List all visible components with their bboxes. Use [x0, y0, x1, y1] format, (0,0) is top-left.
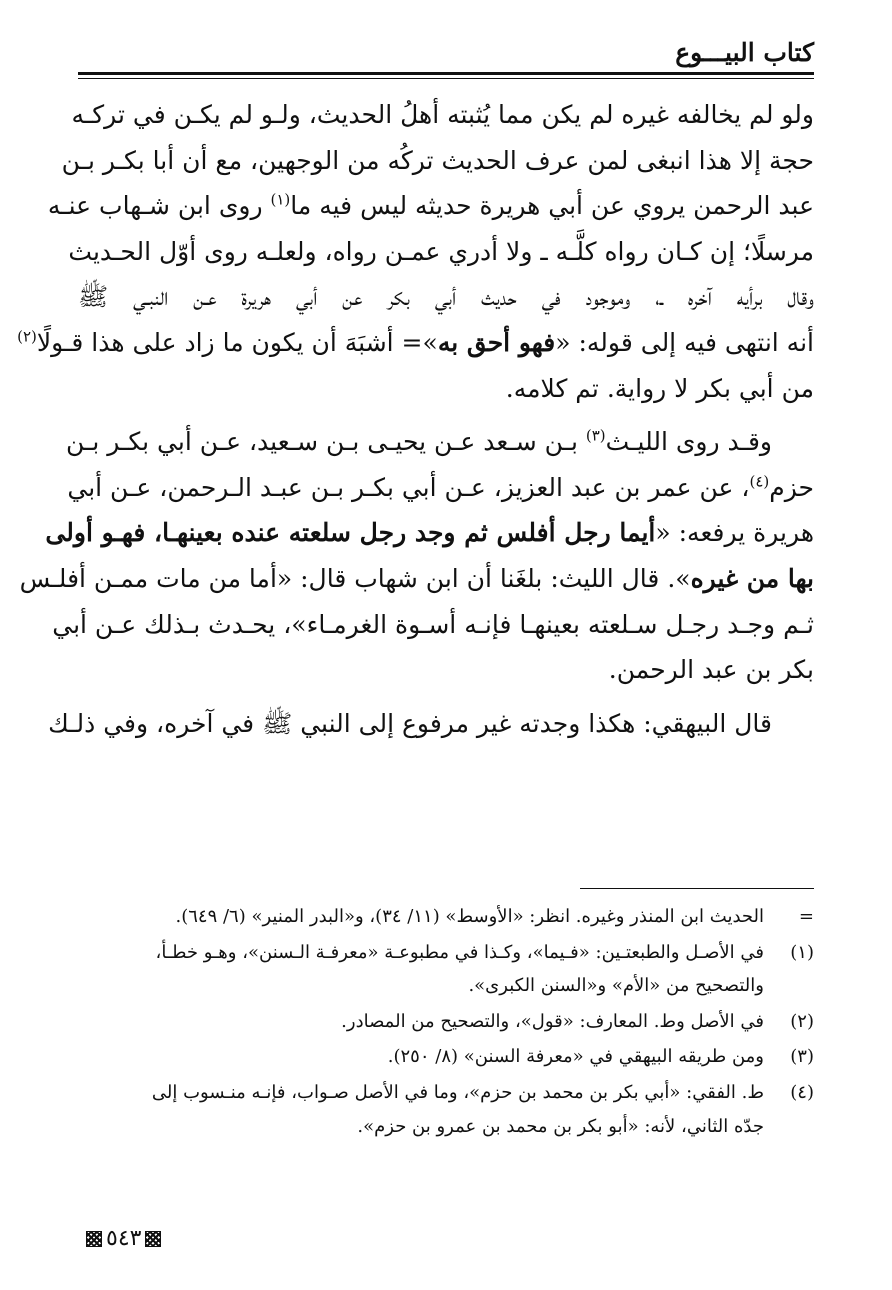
text-run: ، عن عمر بن عبد العزيز، عـن أبي بكـر بـن عبـد الـرحمن، عـن أبي	[67, 472, 750, 502]
text-line: مرسلًا؛ إن كـان رواه كلَّـه ـ ولا أدري عمـن رواه، ولعلـه روى أوّل الحـديث	[68, 236, 814, 266]
running-header-title: كتاب البيـــوع	[675, 38, 814, 67]
page-number: ٥٤٣	[106, 1226, 142, 1251]
text-run: عبد الرحمن يروي عن أبي هريرة حديثه ليس فيه ما	[290, 191, 814, 221]
footnote-line: جدّه الثاني، لأنه: «أبو بكر بن محمد بن عمرو بن حزم».	[357, 1115, 764, 1137]
footnote-1	[78, 936, 814, 1003]
footnote-line: ط. الفقي: «أبي بكر بن محمد بن حزم»، وما في الأصل صـواب، فإنـه منـسوب إلى	[151, 1081, 764, 1103]
footnote-text	[78, 900, 764, 934]
footnote-continuation	[78, 900, 814, 934]
text-line	[17, 320, 814, 366]
text-run: أنه انتهى فيه إلى قوله: «	[555, 327, 814, 357]
footnote-marker: (٤)	[790, 1081, 814, 1103]
footnote-text	[78, 936, 764, 1003]
bold-quote: فهو أحق به	[437, 327, 556, 357]
footnote-ref-1[interactable]: (١)	[270, 190, 291, 209]
footnote-4	[78, 1076, 814, 1143]
text-run: بـن سـعد عـن يحيـى بـن سـعيد، عـن أبي بكـر بـن	[65, 427, 586, 457]
text-line: من أبي بكر لا رواية. تم كلامه.	[505, 373, 814, 403]
paragraph-2	[19, 419, 814, 693]
footnote-line: في الأصل وط. المعارف: «قول»، والتصحيح من المصادر.	[341, 1010, 764, 1032]
footnote-marker: (١)	[790, 941, 814, 963]
footnote-2	[78, 1005, 814, 1039]
page-number-block	[86, 1226, 161, 1251]
text-run: »= أشبَهَ أن يكون ما زاد على هذا قـولًا	[36, 327, 438, 357]
header-rule-thick	[78, 72, 814, 75]
footnotes	[78, 900, 814, 1145]
footnote-marker: =	[798, 906, 814, 927]
text-line: وقال برأيه آخره ـ، وموجود في حديث أبي بكر عن أبي هريرة عـن النبـي ﷺ	[78, 282, 814, 312]
ornament-icon	[145, 1231, 161, 1247]
footnote-ref-4[interactable]: (٤)	[749, 472, 770, 491]
text-line: ولو لم يخالفه غيره لم يكن مما يُثبته أهلُ الحديث، ولـو لم يكـن في تركـه	[71, 100, 814, 129]
footnote-line: الحديث ابن المنذر وغيره. انظر: «الأوسط» (١١/ ٣٤)، و«البدر المنير» (٦/ ٦٤٩).	[175, 906, 764, 927]
footnote-text	[78, 1040, 764, 1074]
footnote-3	[78, 1040, 814, 1074]
bold-hadith: بها من غيره	[690, 563, 814, 593]
footnote-line: ومن طريقه البيهقي في «معرفة السنن» (٨/ ٢٥٠).	[387, 1046, 764, 1068]
bold-hadith: أيما رجل أفلس ثم وجد رجل سلعته عنده بعينهـا، فهـو أولى	[45, 518, 656, 548]
text-run: ». قال الليث: بلغَنا أن ابن شهاب قال: «أما من مات ممـن أفلـس	[19, 563, 691, 593]
text-line: بكر بن عبد الرحمن.	[608, 655, 814, 685]
footnote-text	[78, 1005, 764, 1039]
text-line	[47, 183, 814, 229]
text-line: ثـم وجـد رجـل سـلعته بعينهـا فإنـه أسـوة الغرمـاء»، يحـدث بـذلك عـن أبي	[52, 609, 814, 639]
text-line: حجة إلا هذا انبغى لمن عرف الحديث تركُه من الوجهين، مع أن أبا بكـر بـن	[61, 145, 814, 175]
footnote-ref-3[interactable]: (٣)	[585, 426, 606, 445]
paragraph-1	[17, 92, 814, 411]
text-run: وقـد روى الليـث	[605, 427, 772, 457]
text-line	[65, 419, 814, 465]
text-run: حزم	[769, 472, 814, 502]
text-line	[67, 465, 814, 511]
footnote-line: في الأصـل والطبعتـين: «فـيما»، وكـذا في مطبوعـة «معرفـة الـسنن»، وهـو خطـأ،	[155, 941, 764, 963]
text-line	[45, 510, 814, 556]
main-text	[17, 92, 814, 746]
text-run: روى ابن شـهاب عنـه	[47, 191, 271, 221]
header-rule-thin	[78, 78, 814, 79]
paragraph-3	[48, 701, 814, 747]
footnote-text	[78, 1076, 764, 1143]
footnote-ref-2[interactable]: (٢)	[17, 327, 37, 346]
footnote-marker: (٢)	[790, 1010, 814, 1032]
footnote-separator	[580, 888, 814, 889]
text-line	[19, 556, 814, 602]
text-line: قال البيهقي: هكذا وجدته غير مرفوع إلى النبي ﷺ في آخره، وفي ذلـك	[48, 708, 772, 738]
ornament-icon	[86, 1231, 102, 1247]
footnote-marker: (٣)	[790, 1046, 814, 1068]
text-run: هريرة يرفعه: «	[655, 518, 814, 548]
footnote-line: والتصحيح من «الأم» و«السنن الكبرى».	[468, 975, 764, 997]
